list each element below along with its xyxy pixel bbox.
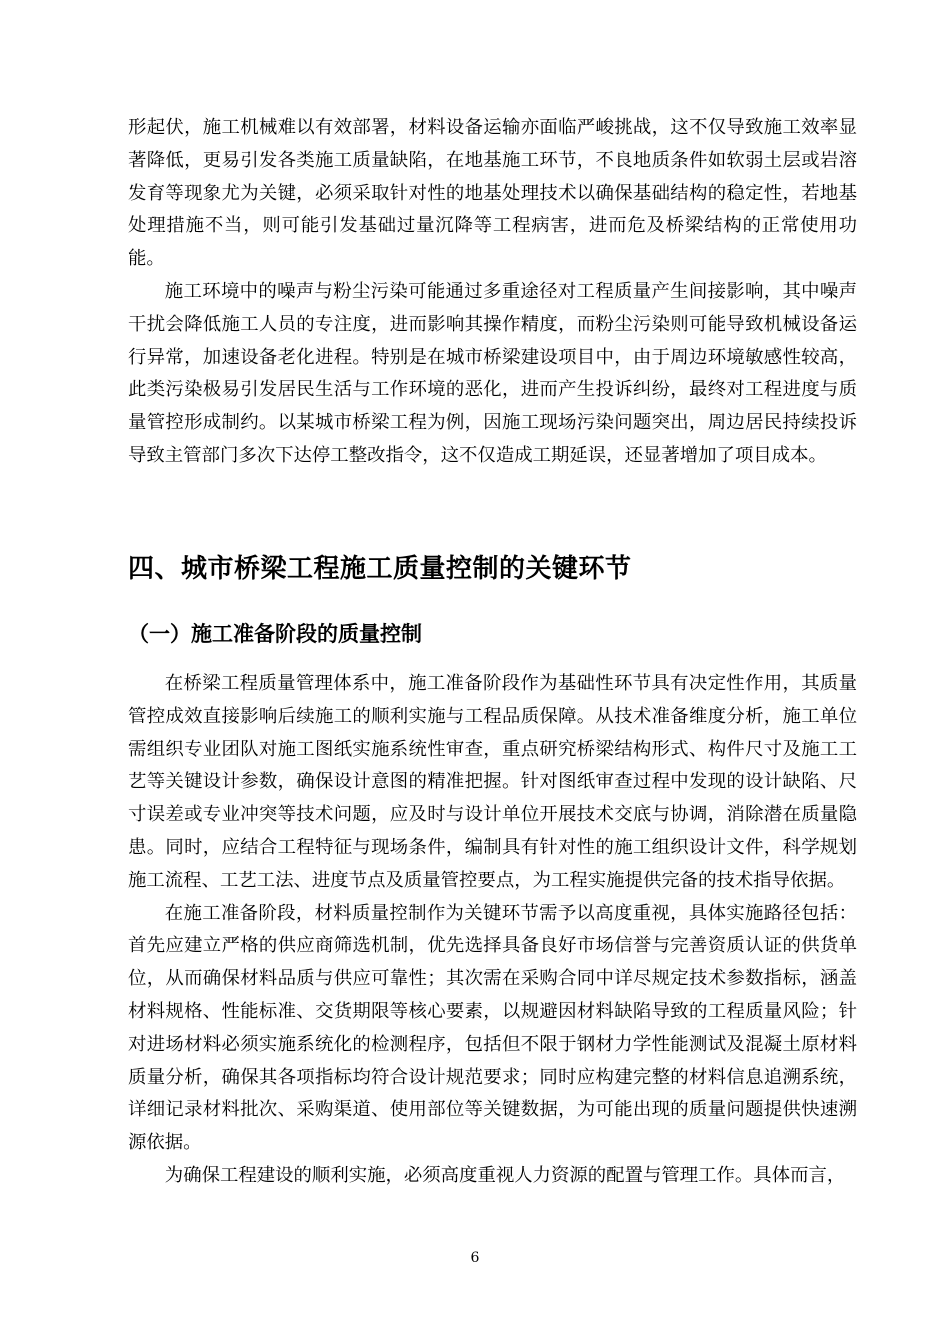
section-heading: 四、城市桥梁工程施工质量控制的关键环节	[128, 554, 632, 584]
paragraph: 施工环境中的噪声与粉尘污染可能通过多重途径对工程质量产生间接影响，其中噪声干扰会降低施工人员的专注度，进而影响其操作精度，而粉尘污染则可能导致机械设备运行异常，加速设备老化进程。特别是在城市桥梁建设项目中，由于周边环境敏感性较高，此类污染极易引发居民生活与工作环境的恶化，进而产生投诉纠纷，最终对工程进度与质量管控形成制约。以某城市桥梁工程为例，因施工现场污染问题突出，周边居民持续投诉导致主管部门多次下达停工整改指令，这不仅造成工期延误，还显著增加了项目成本。	[128, 280, 857, 466]
paragraph: 形起伏，施工机械难以有效部署，材料设备运输亦面临严峻挑战，这不仅导致施工效率显著降低，更易引发各类施工质量缺陷，在地基施工环节，不良地质条件如软弱土层或岩溶发育等现象尤为关键，必须采取针对性的地基处理技术以确保基础结构的稳定性，若地基处理措施不当，则可能引发基础过量沉降等工程病害，进而危及桥梁结构的正常使用功能。	[128, 117, 857, 270]
page-number: 6	[470, 1250, 480, 1266]
bottom-text-block	[128, 668, 857, 1193]
subsection-heading: （一）施工准备阶段的质量控制	[128, 622, 422, 646]
top-text-block	[128, 112, 857, 473]
paragraph: 在桥梁工程质量管理体系中，施工准备阶段作为基础性环节具有决定性作用，其质量管控成效直接影响后续施工的顺利实施与工程品质保障。从技术准备维度分析，施工单位需组织专业团队对施工图纸实施系统性审查，重点研究桥梁结构形式、构件尺寸及施工工艺等关键设计参数，确保设计意图的精准把握。针对图纸审查过程中发现的设计缺陷、尺寸误差或专业冲突等技术问题，应及时与设计单位开展技术交底与协调，消除潜在质量隐患。同时，应结合工程特征与现场条件，编制具有针对性的施工组织设计文件，科学规划施工流程、工艺工法、进度节点及质量管控要点，为工程实施提供完备的技术指导依据。	[128, 673, 857, 891]
paragraph: 在施工准备阶段，材料质量控制作为关键环节需予以高度重视，具体实施路径包括：首先应建立严格的供应商筛选机制，优先选择具备良好市场信誉与完善资质认证的供货单位，从而确保材料品质与供应可靠性；其次需在采购合同中详尽规定技术参数指标，涵盖材料规格、性能标准、交货期限等核心要素，以规避因材料缺陷导致的工程质量风险；针对进场材料必须实施系统化的检测程序，包括但不限于钢材力学性能测试及混凝土原材料质量分析，确保其各项指标均符合设计规范要求；同时应构建完整的材料信息追溯系统，详细记录材料批次、采购渠道、使用部位等关键数据，为可能出现的质量问题提供快速溯源依据。	[128, 902, 857, 1154]
paragraph: 为确保工程建设的顺利实施，必须高度重视人力资源的配置与管理工作。具体而言，	[164, 1164, 846, 1186]
